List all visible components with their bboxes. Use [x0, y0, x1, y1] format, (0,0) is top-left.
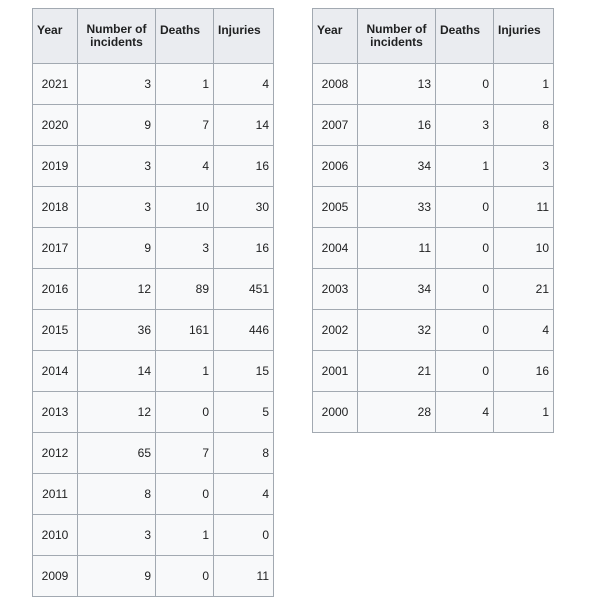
year-cell: 2016 [33, 269, 78, 310]
injuries-cell: 21 [494, 269, 554, 310]
deaths-cell: 0 [436, 228, 494, 269]
year-cell: 2017 [33, 228, 78, 269]
table-row [313, 64, 554, 105]
deaths-cell: 1 [436, 146, 494, 187]
incidents-cell: 34 [358, 146, 436, 187]
injuries-cell: 4 [214, 474, 274, 515]
incidents-cell: 14 [78, 351, 156, 392]
injuries-cell: 11 [494, 187, 554, 228]
deaths-cell: 0 [436, 351, 494, 392]
incidents-cell: 28 [358, 392, 436, 433]
incidents-table-left [32, 8, 274, 597]
deaths-cell: 3 [436, 105, 494, 146]
incidents-cell: 12 [78, 392, 156, 433]
incidents-cell: 34 [358, 269, 436, 310]
injuries-cell: 11 [214, 556, 274, 597]
table-row [313, 105, 554, 146]
year-cell: 2007 [313, 105, 358, 146]
incidents-cell: 11 [358, 228, 436, 269]
deaths-cell: 4 [436, 392, 494, 433]
table-row [33, 146, 274, 187]
incidents-cell: 12 [78, 269, 156, 310]
header-row [33, 9, 274, 64]
table-row [33, 515, 274, 556]
table-row [313, 187, 554, 228]
injuries-cell: 14 [214, 105, 274, 146]
incidents-cell: 9 [78, 556, 156, 597]
injuries-cell: 5 [214, 392, 274, 433]
incidents-cell: 21 [358, 351, 436, 392]
deaths-cell: 7 [156, 105, 214, 146]
deaths-cell: 0 [436, 187, 494, 228]
deaths-cell: 7 [156, 433, 214, 474]
injuries-cell: 1 [494, 64, 554, 105]
year-cell: 2020 [33, 105, 78, 146]
header-year: Year [313, 9, 358, 64]
incidents-cell: 3 [78, 146, 156, 187]
deaths-cell: 0 [156, 556, 214, 597]
year-cell: 2018 [33, 187, 78, 228]
year-cell: 2021 [33, 64, 78, 105]
injuries-cell: 8 [214, 433, 274, 474]
year-cell: 2014 [33, 351, 78, 392]
deaths-cell: 0 [436, 310, 494, 351]
incidents-cell: 36 [78, 310, 156, 351]
injuries-cell: 10 [494, 228, 554, 269]
table-row [33, 269, 274, 310]
deaths-cell: 0 [436, 269, 494, 310]
year-cell: 2000 [313, 392, 358, 433]
year-cell: 2011 [33, 474, 78, 515]
injuries-cell: 8 [494, 105, 554, 146]
header-deaths: Deaths [436, 9, 494, 64]
deaths-cell: 0 [156, 474, 214, 515]
year-cell: 2008 [313, 64, 358, 105]
deaths-cell: 161 [156, 310, 214, 351]
incidents-cell: 9 [78, 228, 156, 269]
table-row [313, 228, 554, 269]
incidents-cell: 9 [78, 105, 156, 146]
injuries-cell: 4 [494, 310, 554, 351]
deaths-cell: 89 [156, 269, 214, 310]
deaths-cell: 1 [156, 515, 214, 556]
injuries-cell: 446 [214, 310, 274, 351]
year-cell: 2015 [33, 310, 78, 351]
table-row [313, 351, 554, 392]
incidents-cell: 33 [358, 187, 436, 228]
table-row [313, 392, 554, 433]
deaths-cell: 1 [156, 64, 214, 105]
deaths-cell: 3 [156, 228, 214, 269]
year-cell: 2003 [313, 269, 358, 310]
year-cell: 2004 [313, 228, 358, 269]
deaths-cell: 1 [156, 351, 214, 392]
year-cell: 2010 [33, 515, 78, 556]
incidents-cell: 32 [358, 310, 436, 351]
incidents-cell: 3 [78, 64, 156, 105]
deaths-cell: 0 [436, 64, 494, 105]
header-deaths: Deaths [156, 9, 214, 64]
incidents-cell: 8 [78, 474, 156, 515]
header-injuries: Injuries [494, 9, 554, 64]
incidents-cell: 16 [358, 105, 436, 146]
year-cell: 2012 [33, 433, 78, 474]
header-incidents: Number of incidents [358, 9, 436, 64]
injuries-cell: 30 [214, 187, 274, 228]
header-injuries: Injuries [214, 9, 274, 64]
incidents-cell: 3 [78, 187, 156, 228]
deaths-cell: 10 [156, 187, 214, 228]
table-row [33, 433, 274, 474]
table-row [33, 64, 274, 105]
injuries-cell: 16 [214, 228, 274, 269]
year-cell: 2002 [313, 310, 358, 351]
table-row [33, 392, 274, 433]
injuries-cell: 16 [494, 351, 554, 392]
deaths-cell: 0 [156, 392, 214, 433]
injuries-cell: 0 [214, 515, 274, 556]
header-row [313, 9, 554, 64]
table-row [33, 556, 274, 597]
table-row [313, 310, 554, 351]
year-cell: 2013 [33, 392, 78, 433]
table-row [33, 105, 274, 146]
table-body-left [33, 64, 274, 597]
incidents-table-right [312, 8, 554, 433]
incidents-cell: 65 [78, 433, 156, 474]
injuries-cell: 451 [214, 269, 274, 310]
injuries-cell: 15 [214, 351, 274, 392]
table-body-right [313, 64, 554, 433]
table-row [33, 187, 274, 228]
table-row [33, 474, 274, 515]
year-cell: 2019 [33, 146, 78, 187]
header-incidents: Number of incidents [78, 9, 156, 64]
incidents-cell: 3 [78, 515, 156, 556]
injuries-cell: 3 [494, 146, 554, 187]
table-row [33, 310, 274, 351]
year-cell: 2009 [33, 556, 78, 597]
year-cell: 2006 [313, 146, 358, 187]
table-row [33, 228, 274, 269]
incidents-cell: 13 [358, 64, 436, 105]
deaths-cell: 4 [156, 146, 214, 187]
table-row [33, 351, 274, 392]
table-row [313, 146, 554, 187]
year-cell: 2005 [313, 187, 358, 228]
injuries-cell: 4 [214, 64, 274, 105]
year-cell: 2001 [313, 351, 358, 392]
injuries-cell: 1 [494, 392, 554, 433]
injuries-cell: 16 [214, 146, 274, 187]
table-row [313, 269, 554, 310]
header-year: Year [33, 9, 78, 64]
